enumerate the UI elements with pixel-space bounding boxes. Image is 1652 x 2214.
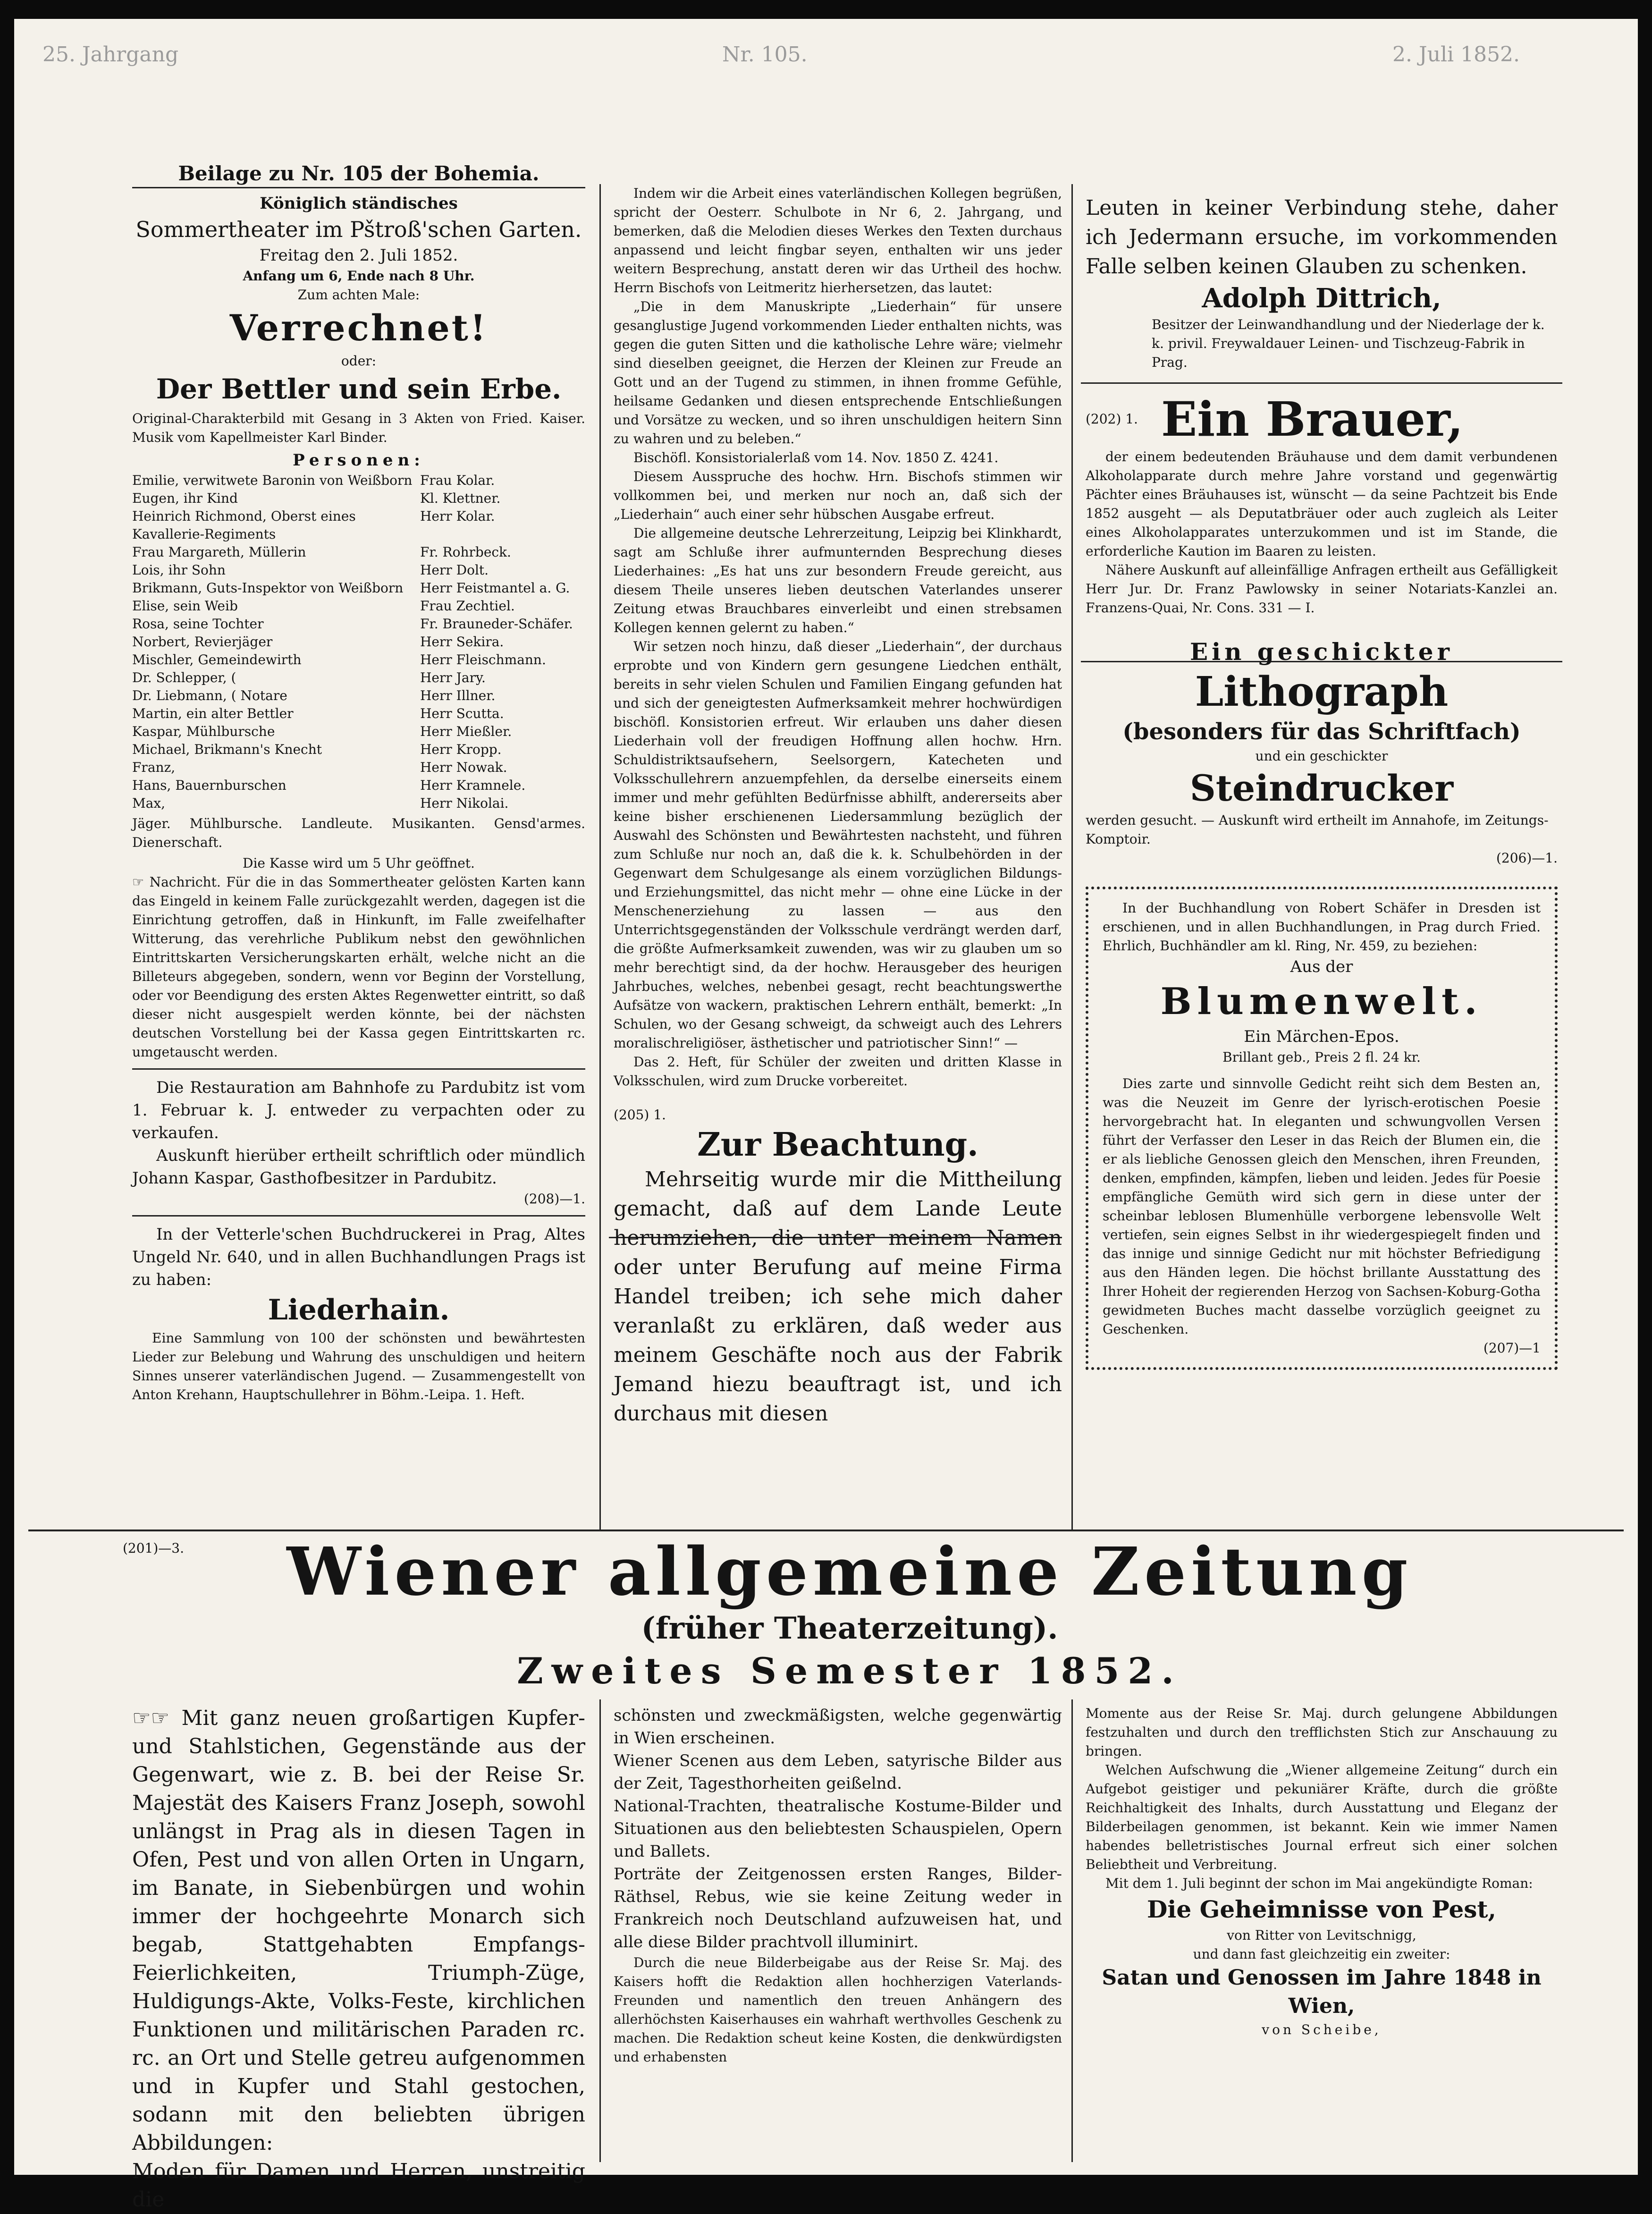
novel-2-title: Satan und Genossen im Jahre 1848 in Wien, [1102,1966,1542,2018]
cast-row [132,472,585,490]
cast-row [132,705,585,723]
column-rule [599,1699,601,2162]
cast-actor: Herr Mießler. [420,724,512,739]
cast-role: Dr. Liebmann, ( Notare [132,688,287,703]
cast-role: Rosa, seine Tochter [132,616,264,632]
wiener-text-2e: Durch die neue Bilderbeigabe aus der Reise Sr. Maj. des Kaisers hofft die Redaktion allen hochherzigen Vaterlands-Freunden und namentlich den treuen Anhängern des allerhöchsten Kaiserhauses ein wahrhaft werthvolles Geschenk zu machen. Die Redaktion scheut keine Kosten, die denkwürdigsten und erhabensten [614,1955,1062,2065]
cast-role: Brikmann, Guts-Inspektor von Weißborn [132,580,404,596]
column-1 [132,161,585,1520]
book-ad-price: Brillant geb., Preis 2 fl. 24 kr. [1222,1049,1421,1065]
restaurant-contact: Auskunft hierüber ertheilt schriftlich oder mündlich Johann Kaspar, Gasthofbesitzer in Pardubitz. [132,1146,585,1188]
running-header-date: 2. Juli 1852. [1392,42,1520,67]
book-ad-number: (207)—1 [1483,1340,1541,1356]
printer-notice: In der Vetterle'schen Buchdruckerei in Prag, Altes Ungeld Nr. 640, und in allen Buchhandlungen Prags ist zu haben: [132,1225,585,1289]
lithograph-ad-and: und ein geschickter [1255,748,1388,764]
cast-row [132,759,585,777]
wiener-text-2: schönsten und zweckmäßigsten, welche gegenwärtig in Wien erscheinen. [614,1706,1062,1748]
cast-role: Eugen, ihr Kind [132,490,238,506]
wiener-text-2d: Porträte der Zeitgenossen ersten Ranges, Bilder-Räthsel, Rebus, wie sie keine Zeitung weder in Frankreich noch Deutschland aufzuweisen hat, und alle diese Bilder prachtvoll illuminirt. [614,1865,1062,1952]
cast-actor: Frau Kolar. [420,473,495,488]
wiener-text-2c: National-Trachten, theatralische Kostume-Bilder und Situationen aus den beliebtesten Schauspielen, Opern und Ballets. [614,1797,1062,1861]
novel-2-author: von Scheibe, [1262,2022,1382,2037]
cast-role: Heinrich Richmond, Oberst eines Kavallerie-Regiments [132,508,356,542]
book-ad-intro: In der Buchhandlung von Robert Schäfer in Dresden ist erschienen, und in allen Buchhandlungen, in Prag durch Fried. Ehrlich, Buchhändler am kl. Ring, Nr. 459, zu beziehen: [1103,900,1541,954]
theatre-notice: ☞ Nachricht. Für die in das Sommertheater gelösten Karten kann das Eingeld in keinem Falle zurückgezahlt werden, dagegen ist die Einrichtung getroffen, daß in Hinkunft, im Falle zweifelhafter Witterung, das verehrliche Publikum nebst den gewöhnlichen Eintrittskarten Versicherungskarten erhält, welche nicht an die Billeteurs abgegeben, sondern, wenn vor Beginn der Vorstellung, oder vor Beendigung des ersten Aktes Regenwetter eintritt, so daß dieser nicht ausgespielt werden könnte, bei der nächsten deutschen Vorstellung bei der Kassa gegen Eintrittskarten rc. umgetauscht werden. [132,874,585,1060]
cast-actor: Kl. Klettner. [420,490,501,506]
divider [132,1215,585,1217]
play-oder: oder: [341,353,377,369]
cast-row [132,579,585,597]
cast-actor: Herr Jary. [420,670,486,685]
brewer-ad-contact: Nähere Auskunft auf alleinfällige Anfragen ertheilt aus Gefälligkeit Herr Jur. Dr. Franz Pawlowsky in seiner Notariats-Kanzlei an. Franzens-Quai, Nr. Cons. 331 — I. [1086,562,1558,616]
cast-role: Frau Margareth, Müllerin [132,544,306,560]
wiener-column-1 [132,1704,585,2212]
cast-role: Mischler, Gemeindewirth [132,652,302,668]
lithograph-ad-text: werden gesucht. — Auskunft wird ertheilt im Annahofe, im Zeitungs-Komptoir. [1086,812,1549,847]
liederhain-title: Liederhain. [268,1293,450,1327]
cast-actor: Herr Scutta. [420,706,504,721]
lithograph-ad-intro: Ein geschickter [1190,638,1453,666]
column-rule [599,184,601,1530]
cast-row [132,669,585,687]
performance-time: Anfang um 6, Ende nach 8 Uhr. [243,268,475,284]
wiener-text-2b: Wiener Scenen aus dem Leben, satyrische Bilder aus der Zeit, Tagesthorheiten geißelnd. [614,1751,1062,1793]
review-paragraph-4: Diesem Ausspruche des hochw. Hrn. Bischofs stimmen wir vollkommen bei, und merken nur noch an, daß sich der „Liederhain“ auch einer sehr hübschen Ausgabe erfreut. [614,469,1062,522]
wiener-column-3 [1086,1704,1558,2157]
cast-row [132,723,585,741]
cast-actor: Herr Kramnele. [420,777,526,793]
restaurant-notice: Die Restauration am Bahnhofe zu Pardubitz ist vom 1. Februar k. J. entweder zu verpachten oder zu verkaufen. [132,1078,585,1142]
cast-actor: Fr. Rohrbeck. [420,544,511,560]
running-header-left: 25. Jahrgang [42,42,179,67]
play-title: Verrechnet! [229,307,488,349]
wiener-column-2 [614,1704,1062,2157]
brewer-ad-title: Ein Brauer, [1161,391,1464,447]
wiener-text-3c: Mit dem 1. Juli beginnt der schon im Mai angekündigte Roman: [1105,1876,1533,1891]
running-header-number: Nr. 105. [722,42,808,67]
signature-description: Besitzer der Leinwandhandlung und der Niederlage der k. k. privil. Freywaldauer Leinen- und Tischzeug-Fabrik in Prag. [1152,317,1545,370]
book-ad-text: Dies zarte und sinnvolle Gedicht reiht sich dem Besten an, was die Neuzeit im Genre der lyrisch-erotischen Poesie hervorgebracht hat. In eleganten und schwungvollen Versen führt der Verfasser den Leser in das Reich der Blumen ein, die er als liebliche Genossen gleich den Menschen, ihren Freunden, denken, empfinden, kämpfen, lieben und leiden. Jedes für Poesie empfängliche Gemüth wird sich gern in diese unter der scheinbar leblosen Blumenhülle verborgene lebensvolle Welt vertiefen, sein eignes Selbst in ihr wiedergespiegelt finden und das innige und sinnige Gedicht nur mit höchster Befriedigung aus den Händen legen. Die höchst brillante Ausstattung des Ihrer Hoheit der regierenden Herzog von Sachsen-Koburg-Gotha gewidmeten Buches macht dasselbe vorzüglich geeignet zu Geschenken. [1103,1076,1541,1337]
wiener-ad-subtitle: (früher Theaterzeitung). [641,1611,1058,1646]
divider [132,1068,585,1070]
brewer-ad-text: der einem bedeutenden Bräuhause und dem damit verbundenen Alkoholapparate durch mehre Jahre vorstand und gegenwärtig Pächter eines Bräuhauses ist, wünscht — da seine Pachtzeit bis Ende 1852 ausgeht — als Deputatbräuer oder auch zugleich als Leiter eines Alkoholapparates unterzukommen und ist im Stande, die erforderliche Kaution im Baaren zu leisten. [1086,449,1558,559]
notice-number: (205) 1. [614,1107,666,1123]
review-paragraph-7: Das 2. Heft, für Schüler der zweiten und dritten Klasse in Volksschulen, wird zum Drucke vorbereitet. [614,1054,1062,1089]
cast-role: Max, [132,795,166,811]
cast-row [132,633,585,651]
lithograph-ad-specialty: (besonders für das Schriftfach) [1122,718,1521,745]
theatre-name: Königlich ständisches [260,194,458,213]
novel-2-intro: und dann fast gleichzeitig ein zweiter: [1193,1946,1450,1962]
novel-1-author: von Ritter von Levitschnigg, [1227,1927,1416,1943]
review-paragraph-5: Die allgemeine deutsche Lehrerzeitung, Leipzig bei Klinkhardt, sagt am Schluße ihrer aufmunternden Besprechung dieses Liederhaines: „Es hat uns zur besondern Freude gereicht, aus diesem Theile unseres lieben deutschen Vaterlandes unserer Zeitung etwas Brauchbares einverleibt und einen strebsamen Kollegen kennen gelernt zu haben.“ [614,525,1062,635]
cast-actor: Herr Nikolai. [420,795,509,811]
wiener-ad-number: (201)—3. [123,1540,185,1556]
cast-row [132,490,585,507]
review-paragraph-3: Bischöfl. Konsistorialerlaß vom 14. Nov. 1850 Z. 4241. [633,450,999,465]
lithograph-ad-printer: Steindrucker [1189,767,1454,809]
brewer-ad-number: (202) 1. [1086,411,1138,427]
cast-row [132,615,585,633]
cast-role: Michael, Brikmann's Knecht [132,742,322,757]
cast-actor: Herr Kropp. [420,742,502,757]
cast-actor: Herr Fleischmann. [420,652,546,668]
cast-actor: Frau Zechtiel. [420,598,515,614]
lithograph-ad-title: Lithograph [1195,668,1449,716]
notice-signature: Adolph Dittrich, [1202,283,1441,314]
column-rule [1071,1699,1073,2162]
wiener-text-3: Momente aus der Reise Sr. Maj. durch gelungene Abbildungen festzuhalten und durch den trefflichsten Stich zur Anschauung zu bringen. [1086,1706,1558,1759]
column-2 [614,184,1062,1525]
book-ad-title: Blumenwelt. [1160,980,1483,1023]
book-ad-aus: Aus der [1290,957,1353,976]
cast-actor: Herr Sekira. [420,634,504,650]
cast-actor: Herr Nowak. [420,760,507,775]
notice-title: Zur Beachtung. [697,1126,978,1164]
column-rule [1071,184,1073,1530]
cast-role: Elise, sein Weib [132,598,238,614]
cast-row [132,777,585,794]
notice-text: Mehrseitig wurde mir die Mittheilung gemacht, daß auf dem Lande Leute herumziehen, die unter meinem Namen oder unter Berufung auf meine Firma Handel treiben; ich sehe mich daher veranlaßt zu erklären, daß weder aus meinem Geschäfte noch aus der Fabrik Jemand hiezu beauftragt ist, und ich durchaus mit diesen [614,1167,1062,1426]
performance-count: Zum achten Male: [297,287,420,303]
review-paragraph-2: „Die in dem Manuskripte „Liederhain“ für unsere gesanglustige Jugend vorkommenden Lieder enthalten nichts, was gegen die guten Sitten und die katholische Lehre wäre; vielmehr sind dieselben geeignet, die Herzen der Kleinen zur Freude an Gott und an der Tugend zu stimmen, in ihnen fromme Gefühle, heilsame Gedanken und diesen entsprechende Entschließungen und Vorsätze zu wecken, und so ihren unschuldigen heitern Sinn zu wahren und zu beleben.“ [614,299,1062,447]
section-rule [28,1530,1624,1531]
cast-heading: Personen: [293,451,425,470]
cast-role: Dr. Schlepper, ( [132,670,236,685]
wiener-text-1: ☞☞ Mit ganz neuen großartigen Kupfer- und Stahlstichen, Gegenstände aus der Gegenwart, wie z. B. bei der Reise Sr. Majestät des Kaisers Franz Joseph, sowohl unlängst in Prag als in diesen Tagen in Ofen, Pest und von allen Orten in Ungarn, im Banate, in Siebenbürgen und wohin immer der hochgeehrte Monarch sich begab, Stattgehabten Empfangs-Feierlichkeiten, Triumph-Züge, Huldigungs-Akte, Volks-Feste, kirchlichen Funktionen und militärischen Paraden rc. rc. an Ort und Stelle getreu aufgenommen und in Kupfer und Stahl gestochen, sodann mit den beliebten übrigen Abbildungen: [132,1706,585,2155]
restaurant-ad-number: (208)—1. [523,1191,585,1207]
cast-row [132,561,585,579]
cast-role: Lois, ihr Sohn [132,562,226,578]
cast-row [132,687,585,705]
wiener-ad-title: Wiener allgemeine Zeitung [287,1533,1413,1611]
wiener-text-1b: Moden für Damen und Herren, unstreitig die [132,2159,585,2212]
notice-continuation: Leuten in keiner Verbindung stehe, daher ich Jedermann ersuche, im vorkommenden Falle selben keinen Glauben zu schenken. [1086,196,1558,279]
play-subtitle: Der Bettler und sein Erbe. [156,373,562,405]
newspaper-page [14,19,1638,2212]
wiener-ad-header [123,1534,1576,1704]
play-description: Original-Charakterbild mit Gesang in 3 Akten von Fried. Kaiser. Musik vom Kapellmeister Karl Binder. [132,411,585,445]
column-3 [1086,194,1558,1525]
cast-row [132,651,585,669]
review-paragraph-1: Indem wir die Arbeit eines vaterländischen Kollegen begrüßen, spricht der Oesterr. Schulbote in Nr 6, 2. Jahrgang, und bemerken, daß die Melodien dieses Werkes den Texten durchaus anpassend und leicht fingbar seyen, enthalten wir uns jeder weitern Besprechung, anstatt deren wir das Urtheil des hochw. Herrn Bischofs von Leitmeritz hierhersetzen, das lautet: [614,186,1062,296]
cast-row [132,543,585,561]
cast-row [132,507,585,543]
cast-role: Martin, ein alter Bettler [132,706,294,721]
cast-row [132,741,585,759]
cast-role: Kaspar, Mühlbursche [132,724,275,739]
lithograph-ad-number: (206)—1. [1496,850,1558,866]
cast-role: Franz, [132,760,176,775]
cast-role: Emilie, verwitwete Baronin von Weißborn [132,473,413,488]
theatre-venue: Sommertheater im Pštroß'schen Garten. [135,217,582,242]
cast-actor: Herr Kolar. [420,508,495,524]
cast-extras: Jäger. Mühlbursche. Landleute. Musikanten. Gensd'armes. Dienerschaft. [132,816,585,850]
cast-actor: Herr Dolt. [420,562,489,578]
cast-list [132,472,585,812]
book-ad-subtitle: Ein Märchen-Epos. [1244,1027,1399,1046]
cast-row [132,597,585,615]
supplement-heading: Beilage zu Nr. 105 der Bohemia. [132,161,585,188]
cast-role: Hans, Bauernburschen [132,777,287,793]
cast-row [132,794,585,812]
performance-date: Freitag den 2. Juli 1852. [259,246,458,265]
liederhain-description: Eine Sammlung von 100 der schönsten und bewährtesten Lieder zur Belebung und Wahrung des unschuldigen und heitern Sinnes unserer vaterländischen Jugend. — Zusammengestellt von Anton Krehann, Hauptschullehrer in Böhm.-Leipa. 1. Heft. [132,1330,585,1403]
book-ad-box [1086,887,1558,1370]
box-office-note: Die Kasse wird um 5 Uhr geöffnet. [243,855,475,871]
cast-actor: Herr Feistmantel a. G. [420,580,570,596]
novel-1-title: Die Geheimnisse von Pest, [1147,1895,1496,1923]
cast-role: Norbert, Revierjäger [132,634,273,650]
wiener-text-3b: Welchen Aufschwung die „Wiener allgemeine Zeitung“ durch ein Aufgebot geistiger und pekuniärer Kräfte, durch die größte Reichhaltigkeit des Inhalts, durch Ausstattung und Eleganz der Bilderbeilagen genommen, ist bekannt. Kein wie immer Namen habendes belletristisches Journal erfreut sich einer solchen Beliebtheit und Verbreitung. [1086,1762,1558,1872]
running-header [33,42,1619,71]
review-paragraph-6: Wir setzen noch hinzu, daß dieser „Liederhain“, der durchaus erprobte und von Kindern gern gesungene Liedchen enthält, bereits in sehr vielen Schulen und Familien Eingang gefunden hat und sich der geneigtesten Aufmerksamkeit mehrer hochwürdigen bischöfl. Konsistorien erfreut. Wir erlauben uns daher diesen Liederhain voll der freudigen Hoffnung allen hochw. Hrn. Schuldistriktsaufsehern, Seelsorgern, Katecheten und Volksschullehrern anzuempfehlen, da derselbe einerseits einem immer und mehr gefühlten Bedürfnisse abhilft, andererseits aber keine bisher erschienenen Liedersammlung bezüglich der Auswahl des Schönsten und Bewährtesten nachsteht, und führen zum Schluße nur noch an, daß die k. k. Schulbehörden in der Gegenwart dem Schulgesange als einem vorzüglichen Bildungs- und Erziehungsmittel, das nicht mehr — ohne eine Lücke in der Menschenerziehung zu lassen — aus den Unterrichtsgegenständen der Volksschule verdrängt werden darf, die größte Aufmerksamkeit zuwenden, was wir zu glauben um so mehr berechtigt sind, da der hochw. Herausgeber des heurigen Jahrbuches, welches, nebenbei gesagt, recht beachtungswerthe Aufsätze von wackern, praktischen Lehrern enthält, bemerkt: „In Schulen, wo der Gesang schweigt, da schweigt auch des Lehrers moralischreligiöser, ästhetischer und patriotischer Sinn!“ — [614,639,1062,1051]
cast-actor: Herr Illner. [420,688,496,703]
cast-actor: Fr. Brauneder-Schäfer. [420,616,573,632]
wiener-ad-semester: Zweites Semester 1852. [517,1650,1182,1692]
